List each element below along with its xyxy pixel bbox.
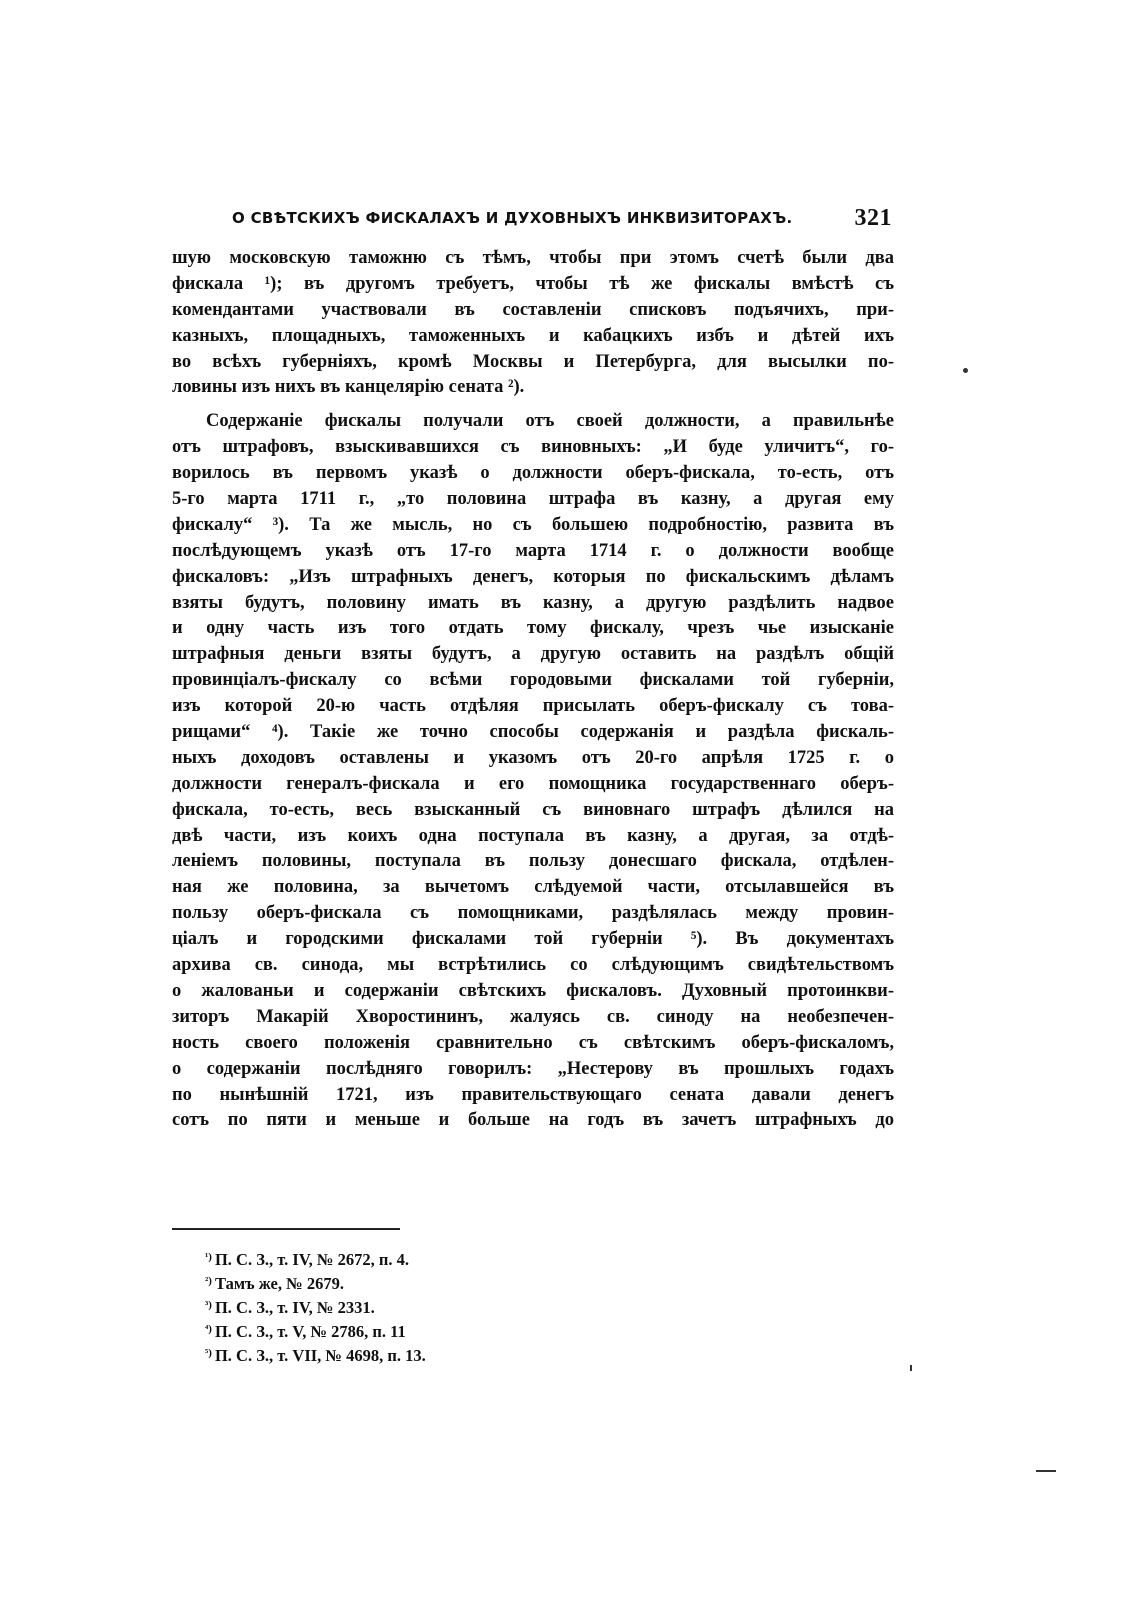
scan-speck xyxy=(910,1365,912,1371)
text-line: отъ штрафовъ, взыскивавшихся съ виновныхъ: „И буде уличитъ“, го- xyxy=(172,437,894,458)
text-line: двѣ части, изъ коихъ одна поступала въ казну, а другая, за отдѣ- xyxy=(172,825,894,846)
running-head-title: О СВѢТСКИХЪ ФИСКАЛАХЪ И ДУХОВНЫХЪ ИНКВИЗИТОРАХЪ. xyxy=(232,209,793,227)
paragraph-2 xyxy=(172,409,894,1134)
text-line: изъ которой 20-ю часть отдѣляя присылать оберъ-фискалу съ това- xyxy=(172,696,894,717)
scan-dash xyxy=(1036,1470,1056,1472)
text-line: штрафныя деньги взяты будутъ, а другую оставить на раздѣлъ общій xyxy=(172,644,894,665)
footnote-mark: ¹) xyxy=(205,1251,212,1263)
text-line: ворилось въ первомъ указѣ о должности оберъ-фискала, то-есть, отъ xyxy=(172,463,894,484)
footnote xyxy=(205,1341,725,1365)
running-head xyxy=(232,203,892,233)
page-number: 321 xyxy=(854,205,892,231)
footnote xyxy=(205,1245,725,1269)
text-line: ность своего положенія сравнительно съ свѣтскимъ оберъ-фискаломъ, xyxy=(172,1032,894,1053)
text-line: взяты будутъ, половину имать въ казну, а другую раздѣлить надвое xyxy=(172,592,894,613)
text-line: комендантами участвовали въ составленіи списковъ подъячихъ, при- xyxy=(172,299,894,320)
footnote-mark: ⁴) xyxy=(205,1323,212,1335)
text-line: шую московскую таможню съ тѣмъ, чтобы при этомъ счетѣ были два xyxy=(172,248,894,268)
footnote-mark: ³) xyxy=(205,1299,212,1311)
text-line: фискала, то-есть, весь взысканный съ виновнаго штрафъ дѣлился на xyxy=(172,799,894,820)
text-line: рищами“ ⁴). Такіе же точно способы содержанія и раздѣла фискаль- xyxy=(172,722,894,743)
footnote-divider xyxy=(172,1228,400,1230)
body-text xyxy=(172,246,894,1134)
footnote-text: П. С. З., т. IV, № 2672, п. 4. xyxy=(214,1250,409,1269)
text-line: о жалованьи и содержаніи свѣтскихъ фискаловъ. Духовный протоинкви- xyxy=(172,980,894,1001)
text-line: во всѣхъ губерніяхъ, кромѣ Москвы и Петербурга, для высылки по- xyxy=(172,351,894,372)
text-line: леніемъ половины, поступала въ пользу донесшаго фискала, отдѣлен- xyxy=(172,851,894,872)
text-line: Содержаніе фискалы получали отъ своей должности, а правильнѣе xyxy=(206,411,894,432)
text-line: 5-го марта 1711 г., „то половина штрафа въ казну, а другая ему xyxy=(172,489,894,510)
text-line: архива св. синода, мы встрѣтились со слѣдующимъ свидѣтельствомъ xyxy=(172,955,894,976)
footnote xyxy=(205,1293,725,1317)
text-line: провинціалъ-фискалу со всѣми городовыми фискалами той губерніи, xyxy=(172,670,894,691)
text-line: послѣдующемъ указѣ отъ 17-го марта 1714 г. о должности вообще xyxy=(172,540,894,561)
footnote-text: П. С. З., т. V, № 2786, п. 11 xyxy=(214,1322,406,1341)
scan-speck xyxy=(963,368,968,373)
text-line: ловины изъ нихъ въ канцелярію сената ²). xyxy=(172,377,525,398)
text-line: ныхъ доходовъ оставлены и указомъ отъ 20-го апрѣля 1725 г. о xyxy=(172,747,894,768)
footnote-text: Тамъ же, № 2679. xyxy=(214,1274,344,1293)
text-line: о содержаніи послѣдняго говорилъ: „Нестерову въ прошлыхъ годахъ xyxy=(172,1058,894,1079)
footnote xyxy=(205,1269,725,1293)
footnote-text: П. С. З., т. IV, № 2331. xyxy=(214,1298,375,1317)
footnote-text: П. С. З., т. VII, № 4698, п. 13. xyxy=(214,1346,426,1365)
text-line: сотъ по пяти и меньше и больше на годъ въ зачетъ штрафныхъ до xyxy=(172,1110,894,1131)
text-line: фискала ¹); въ другомъ требуетъ, чтобы тѣ же фискалы вмѣстѣ съ xyxy=(172,273,894,294)
text-line: и одну часть изъ того отдать тому фискалу, чрезъ чье изысканіе xyxy=(172,618,894,639)
text-line: фискалу“ ³). Та же мысль, но съ большею подробностію, развита въ xyxy=(172,514,894,535)
text-line: ціалъ и городскими фискалами той губерніи ⁵). Въ документахъ xyxy=(172,929,894,950)
text-line: пользу оберъ-фискала съ помощниками, раздѣлялась между провин- xyxy=(172,903,894,924)
text-line: должности генералъ-фискала и его помощника государственнаго оберъ- xyxy=(172,773,894,794)
text-line: фискаловъ: „Изъ штрафныхъ денегъ, которыя по фискальскимъ дѣламъ xyxy=(172,566,894,587)
footnote xyxy=(205,1317,725,1341)
footnotes xyxy=(205,1245,725,1365)
footnote-mark: ⁵) xyxy=(205,1347,212,1359)
text-line: ная же половина, за вычетомъ слѣдуемой части, отсылавшейся въ xyxy=(172,877,894,898)
footnote-mark: ²) xyxy=(205,1275,212,1287)
text-line: казныхъ, площадныхъ, таможенныхъ и кабацкихъ избъ и дѣтей ихъ xyxy=(172,325,894,346)
text-line: зиторъ Макарій Хворостининъ, жалуясь св. синоду на необезпечен- xyxy=(172,1006,894,1027)
text-line: по нынѣшній 1721, изъ правительствующаго сената давали денегъ xyxy=(172,1084,894,1105)
paragraph-1 xyxy=(172,246,894,401)
